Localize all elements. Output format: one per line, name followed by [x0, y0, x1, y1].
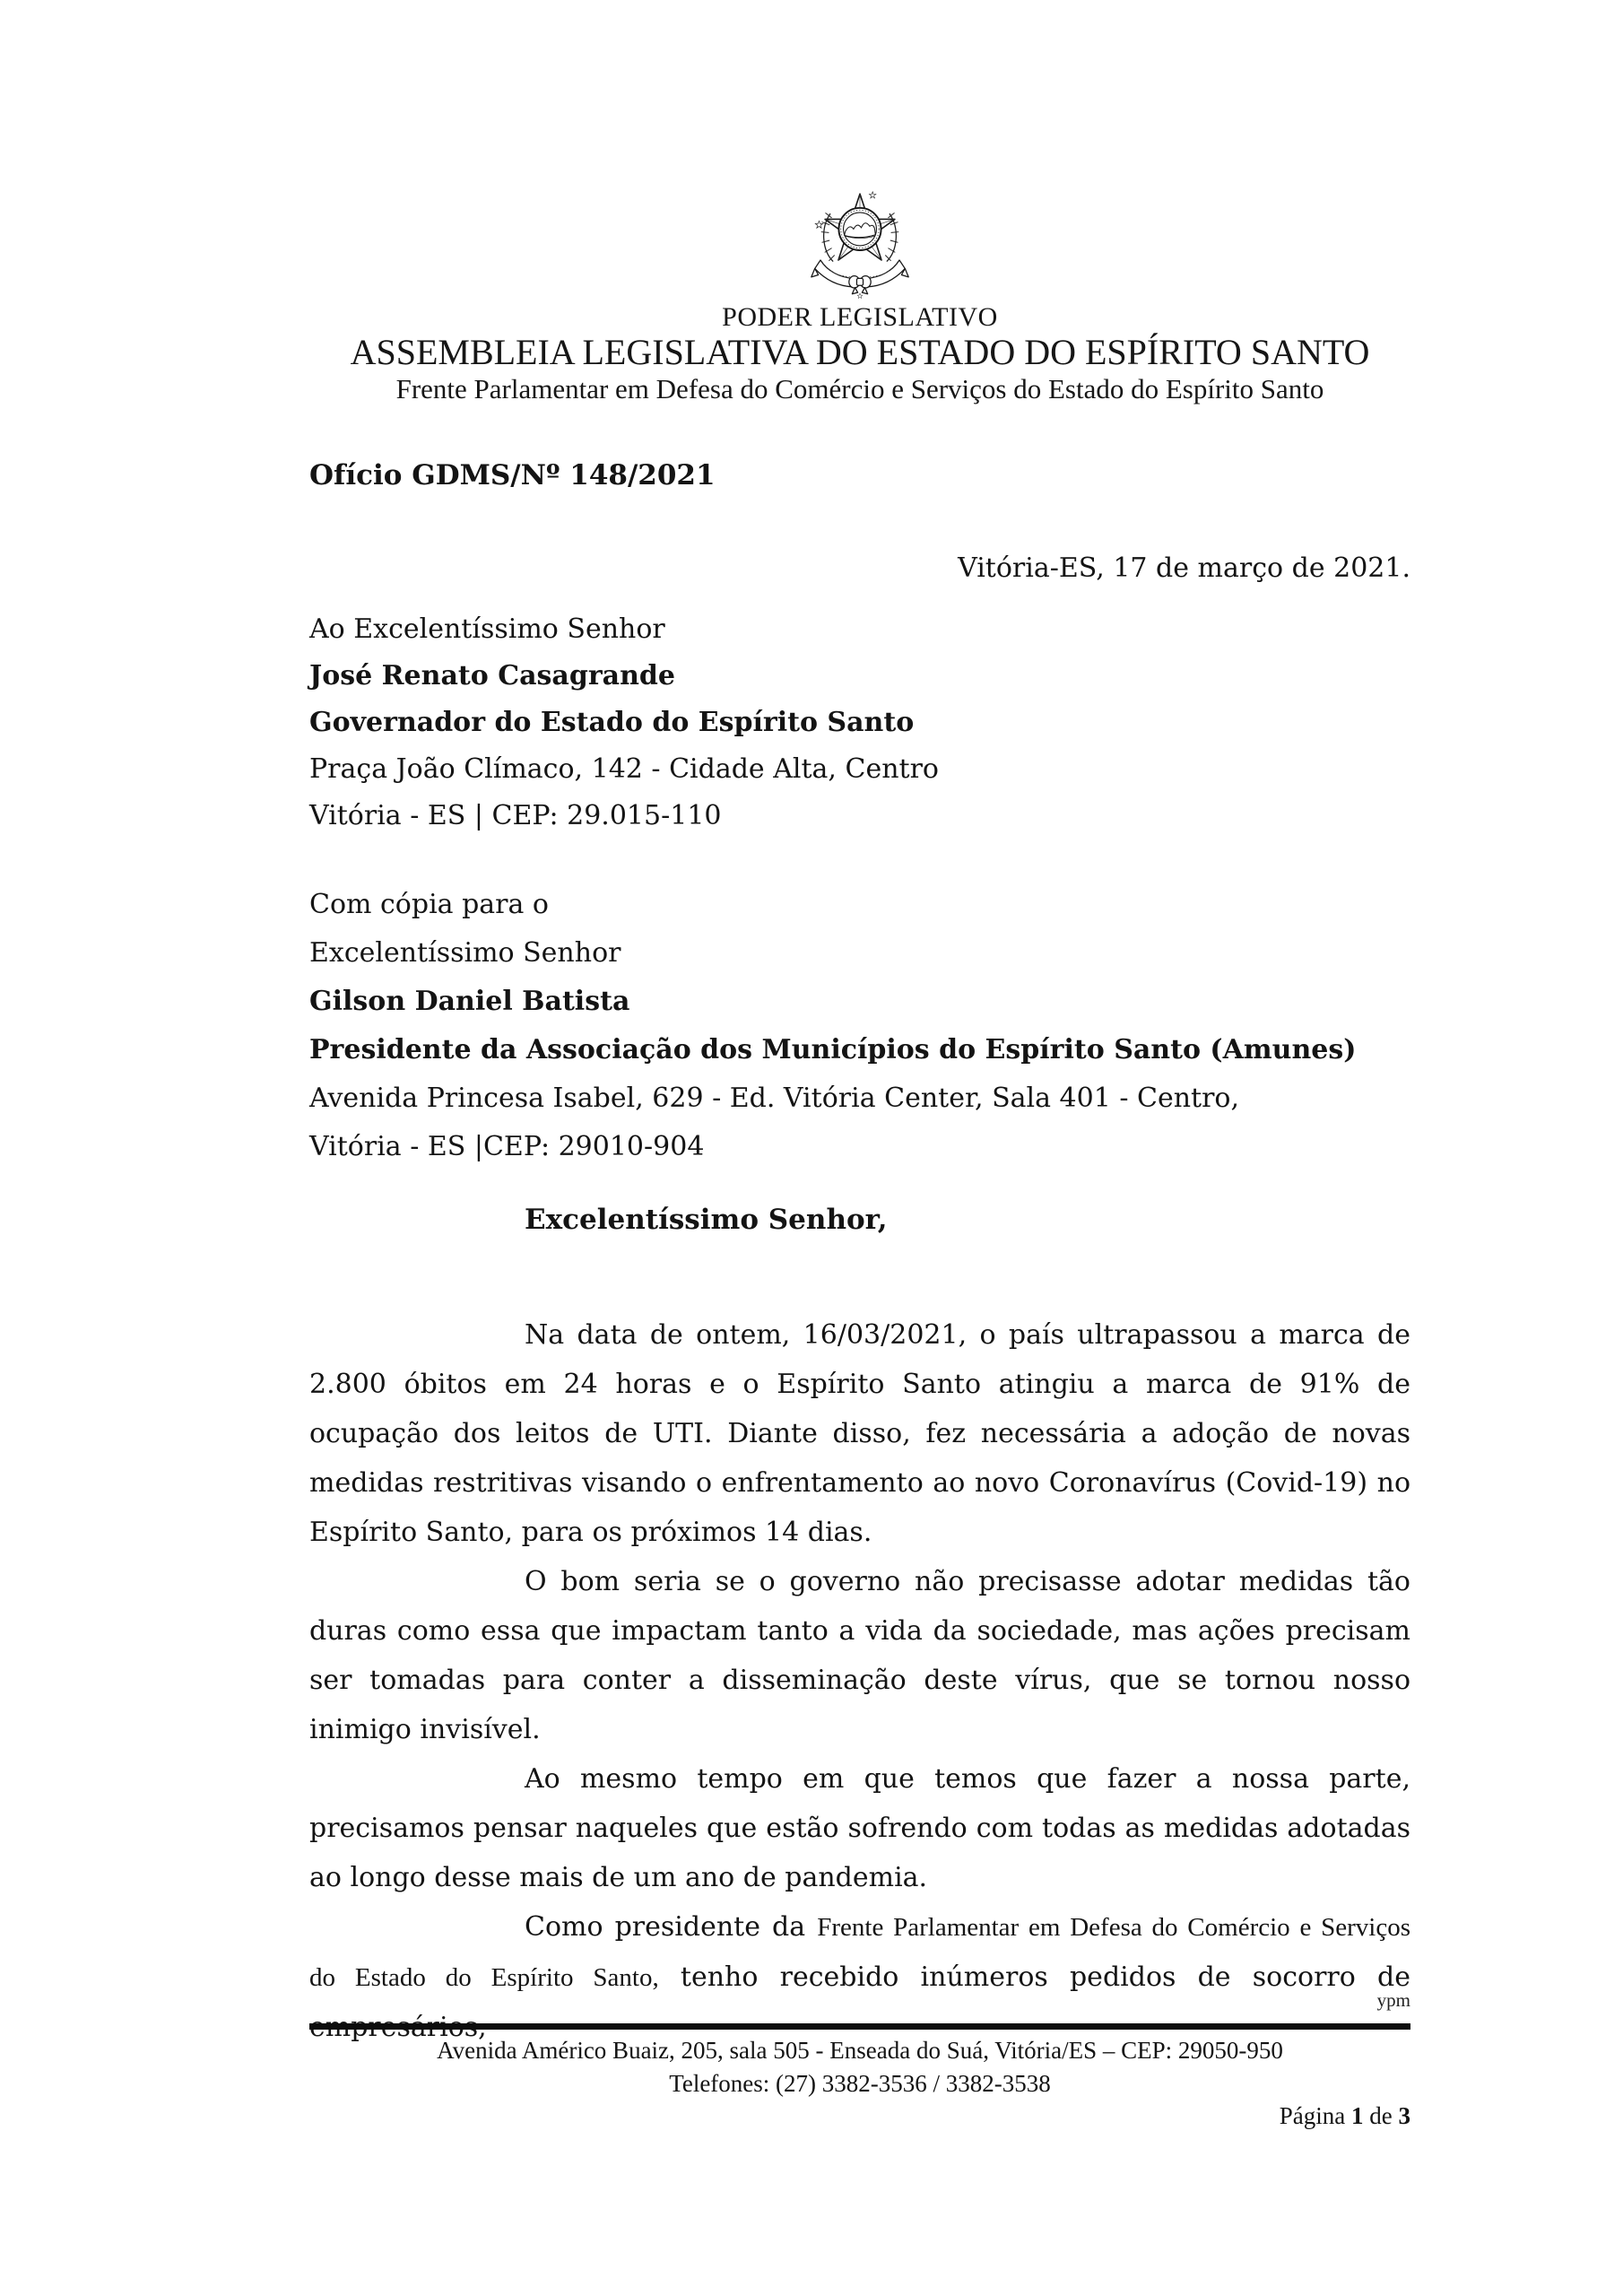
letterhead	[309, 302, 1410, 406]
cc-intro-line2: Excelentíssimo Senhor	[309, 937, 621, 969]
footer-address: Avenida Américo Buaiz, 205, sala 505 - Enseada do Suá, Vitória/ES – CEP: 29050-950	[437, 2037, 1283, 2064]
body-paragraph-3: Ao mesmo tempo em que temos que fazer a nossa parte, precisamos pensar naqueles que estão sofrendo com todas as medidas adotadas ao longo desse mais de um ano de pandemia.	[309, 1763, 1410, 1893]
recipient-title: Governador do Estado do Espírito Santo	[309, 707, 915, 738]
footer-divider	[309, 2023, 1410, 2030]
letterhead-front-line: Frente Parlamentar em Defesa do Comércio e Serviços do Estado do Espírito Santo	[395, 373, 1324, 404]
paragraph4-tail: tenho recebido inúmeros pedidos de socorro de	[680, 1961, 1410, 1993]
recipient-address-line1: Praça João Clímaco, 142 - Cidade Alta, Centro	[309, 753, 939, 785]
page-number	[309, 2102, 1410, 2130]
cc-intro-line1: Com cópia para o	[309, 889, 549, 920]
page-number-total: 3	[1398, 2102, 1410, 2129]
cc-address-line2: Vitória - ES |CEP: 29010-904	[309, 1131, 705, 1162]
paragraph4-front-name: Frente Parlamentar em Defesa do Comércio e Serviços do Estado do Espírito Santo,	[309, 1913, 1410, 1992]
recipient-salutation: Ao Excelentíssimo Senhor	[309, 613, 665, 645]
cc-title: Presidente da Associação dos Municípios do Espírito Santo (Amunes)	[309, 1034, 1357, 1065]
letter-body	[309, 1310, 1410, 2052]
greeting: Excelentíssimo Senhor,	[525, 1204, 888, 1236]
page-number-prefix: Página	[1279, 2102, 1352, 2129]
recipient-block	[309, 606, 1410, 839]
reference-number: Ofício GDMS/Nº 148/2021	[309, 459, 716, 491]
page-number-separator: de	[1363, 2102, 1399, 2129]
page-number-current: 1	[1351, 2102, 1364, 2129]
body-paragraph-2: O bom seria se o governo não precisasse adotar medidas tão duras como essa que impactam tanto a vida da sociedade, mas ações precisam ser tomadas para conter a disseminação deste vírus, que se tornou nosso inimigo invisível.	[309, 1566, 1410, 1745]
espirito-santo-coat-of-arms-icon	[801, 181, 919, 300]
letterhead-power-line: PODER LEGISLATIVO	[722, 302, 998, 332]
typist-initials: ypm	[1376, 1989, 1410, 2011]
recipient-address-line2: Vitória - ES | CEP: 29.015-110	[309, 800, 722, 831]
paragraph4-lead: Como presidente da	[525, 1911, 818, 1943]
footer-phones: Telefones: (27) 3382-3536 / 3382-3538	[669, 2070, 1051, 2097]
cc-name: Gilson Daniel Batista	[309, 986, 630, 1017]
cc-block	[309, 881, 1410, 1171]
body-paragraph-1: Na data de ontem, 16/03/2021, o país ultrapassou a marca de 2.800 óbitos em 24 horas e o Espírito Santo atingiu a marca de 91% de ocupação dos leitos de UTI. Diante disso, fez necessária a adoção de novas medidas restritivas visando o enfrentamento ao novo Coronavírus (Covid-19) no Espírito Santo, para os próximos 14 dias.	[309, 1319, 1410, 1548]
recipient-name: José Renato Casagrande	[309, 660, 675, 691]
cc-address-line1: Avenida Princesa Isabel, 629 - Ed. Vitória Center, Sala 401 - Centro,	[309, 1083, 1240, 1114]
letterhead-assembly-line: ASSEMBLEIA LEGISLATIVA DO ESTADO DO ESPÍRITO SANTO	[350, 332, 1370, 372]
dateline: Vitória-ES, 17 de março de 2021.	[958, 552, 1410, 584]
header-emblem-area	[309, 181, 1410, 300]
footer-block	[309, 2034, 1410, 2100]
